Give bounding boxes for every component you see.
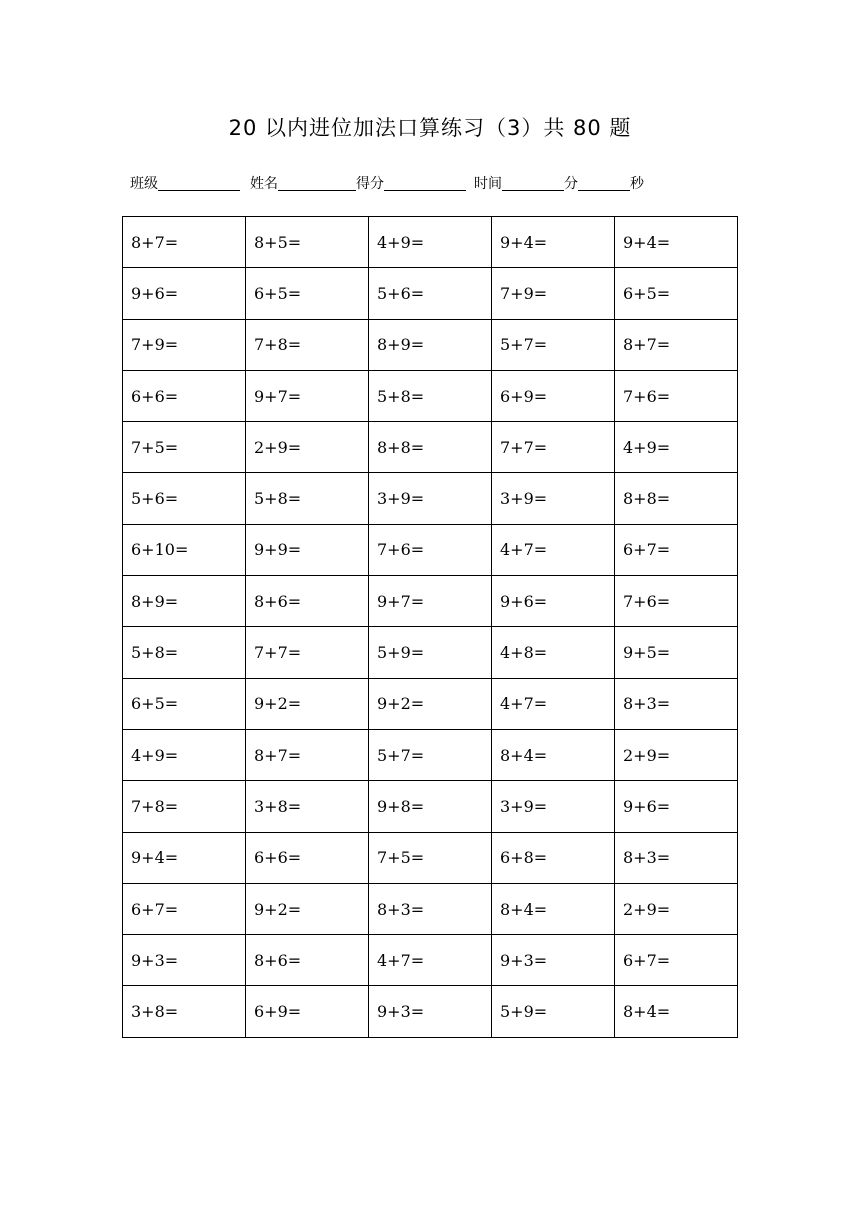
problem-cell: 8+4=	[492, 883, 615, 934]
problem-row	[123, 678, 738, 729]
problem-cell: 7+7=	[246, 627, 369, 678]
problem-cell: 8+8=	[369, 422, 492, 473]
problem-cell: 7+9=	[492, 268, 615, 319]
problem-cell: 6+7=	[615, 935, 738, 986]
problem-row	[123, 729, 738, 780]
problem-cell: 9+8=	[369, 781, 492, 832]
problem-row	[123, 832, 738, 883]
problem-cell: 9+2=	[246, 883, 369, 934]
problem-cell: 8+3=	[615, 678, 738, 729]
problem-cell: 9+4=	[492, 217, 615, 268]
class-blank	[158, 176, 240, 191]
problem-cell: 6+10=	[123, 524, 246, 575]
problem-cell: 9+6=	[123, 268, 246, 319]
problem-cell: 9+3=	[492, 935, 615, 986]
problem-row	[123, 217, 738, 268]
problem-cell: 5+9=	[492, 986, 615, 1037]
problem-cell: 6+6=	[246, 832, 369, 883]
problem-cell: 3+8=	[246, 781, 369, 832]
problem-cell: 3+8=	[123, 986, 246, 1037]
problem-cell: 8+7=	[615, 319, 738, 370]
problem-cell: 6+9=	[246, 986, 369, 1037]
problem-cell: 8+3=	[369, 883, 492, 934]
problem-cell: 6+8=	[492, 832, 615, 883]
name-blank	[278, 176, 356, 191]
problem-cell: 7+8=	[246, 319, 369, 370]
problem-cell: 7+5=	[123, 422, 246, 473]
problem-row	[123, 883, 738, 934]
problem-cell: 8+5=	[246, 217, 369, 268]
second-blank	[578, 176, 630, 191]
problem-row	[123, 524, 738, 575]
problem-cell: 6+7=	[615, 524, 738, 575]
problem-cell: 8+9=	[369, 319, 492, 370]
problem-cell: 9+3=	[369, 986, 492, 1037]
problem-cell: 7+5=	[369, 832, 492, 883]
problem-cell: 5+6=	[369, 268, 492, 319]
problem-cell: 7+6=	[615, 370, 738, 421]
problem-cell: 8+6=	[246, 935, 369, 986]
problem-cell: 4+9=	[123, 729, 246, 780]
problem-cell: 8+7=	[123, 217, 246, 268]
problem-cell: 3+9=	[492, 781, 615, 832]
problem-cell: 7+9=	[123, 319, 246, 370]
problem-cell: 9+7=	[369, 576, 492, 627]
problem-cell: 5+8=	[369, 370, 492, 421]
problem-cell: 2+9=	[246, 422, 369, 473]
minute-blank	[502, 176, 564, 191]
problem-cell: 5+7=	[369, 729, 492, 780]
problem-row	[123, 473, 738, 524]
problem-cell: 4+9=	[615, 422, 738, 473]
score-label: 得分	[356, 176, 384, 192]
problem-row	[123, 986, 738, 1037]
problem-row	[123, 627, 738, 678]
problem-cell: 6+7=	[123, 883, 246, 934]
problem-cell: 7+6=	[615, 576, 738, 627]
problem-cell: 8+7=	[246, 729, 369, 780]
problem-cell: 7+6=	[369, 524, 492, 575]
problem-row	[123, 268, 738, 319]
problem-cell: 8+9=	[123, 576, 246, 627]
problem-cell: 6+9=	[492, 370, 615, 421]
problem-cell: 2+9=	[615, 729, 738, 780]
problem-cell: 9+9=	[246, 524, 369, 575]
problem-cell: 6+5=	[615, 268, 738, 319]
problem-cell: 8+3=	[615, 832, 738, 883]
problem-cell: 4+8=	[492, 627, 615, 678]
problem-table-body	[123, 217, 738, 1038]
problem-cell: 9+6=	[492, 576, 615, 627]
problem-cell: 5+8=	[246, 473, 369, 524]
problem-cell: 5+6=	[123, 473, 246, 524]
problem-cell: 9+3=	[123, 935, 246, 986]
problem-row	[123, 781, 738, 832]
problem-cell: 2+9=	[615, 883, 738, 934]
problem-row	[123, 370, 738, 421]
problem-cell: 9+2=	[369, 678, 492, 729]
problem-cell: 4+9=	[369, 217, 492, 268]
second-label: 秒	[630, 176, 644, 192]
problem-cell: 6+6=	[123, 370, 246, 421]
problem-cell: 7+8=	[123, 781, 246, 832]
problem-row	[123, 422, 738, 473]
problem-cell: 8+4=	[615, 986, 738, 1037]
problem-cell: 5+8=	[123, 627, 246, 678]
score-blank	[384, 176, 466, 191]
problem-row	[123, 576, 738, 627]
problem-cell: 5+9=	[369, 627, 492, 678]
problem-cell: 4+7=	[492, 678, 615, 729]
problem-cell: 9+4=	[615, 217, 738, 268]
problem-cell: 9+4=	[123, 832, 246, 883]
problem-row	[123, 935, 738, 986]
name-label: 姓名	[250, 176, 278, 192]
problem-cell: 6+5=	[246, 268, 369, 319]
problem-cell: 5+7=	[492, 319, 615, 370]
minute-label: 分	[564, 176, 578, 192]
class-label: 班级	[130, 176, 158, 192]
problem-cell: 7+7=	[492, 422, 615, 473]
time-label: 时间	[474, 176, 502, 192]
problem-cell: 9+7=	[246, 370, 369, 421]
problem-cell: 3+9=	[369, 473, 492, 524]
problem-cell: 8+6=	[246, 576, 369, 627]
problem-cell: 8+4=	[492, 729, 615, 780]
problem-cell: 3+9=	[492, 473, 615, 524]
problem-table	[122, 216, 738, 1038]
problem-cell: 6+5=	[123, 678, 246, 729]
student-info-line	[130, 173, 644, 193]
problem-cell: 9+5=	[615, 627, 738, 678]
problem-cell: 9+2=	[246, 678, 369, 729]
page-title: 20 以内进位加法口算练习（3）共 80 题	[228, 116, 632, 140]
problem-cell: 9+6=	[615, 781, 738, 832]
problem-cell: 4+7=	[369, 935, 492, 986]
problem-cell: 4+7=	[492, 524, 615, 575]
problem-cell: 8+8=	[615, 473, 738, 524]
problem-row	[123, 319, 738, 370]
